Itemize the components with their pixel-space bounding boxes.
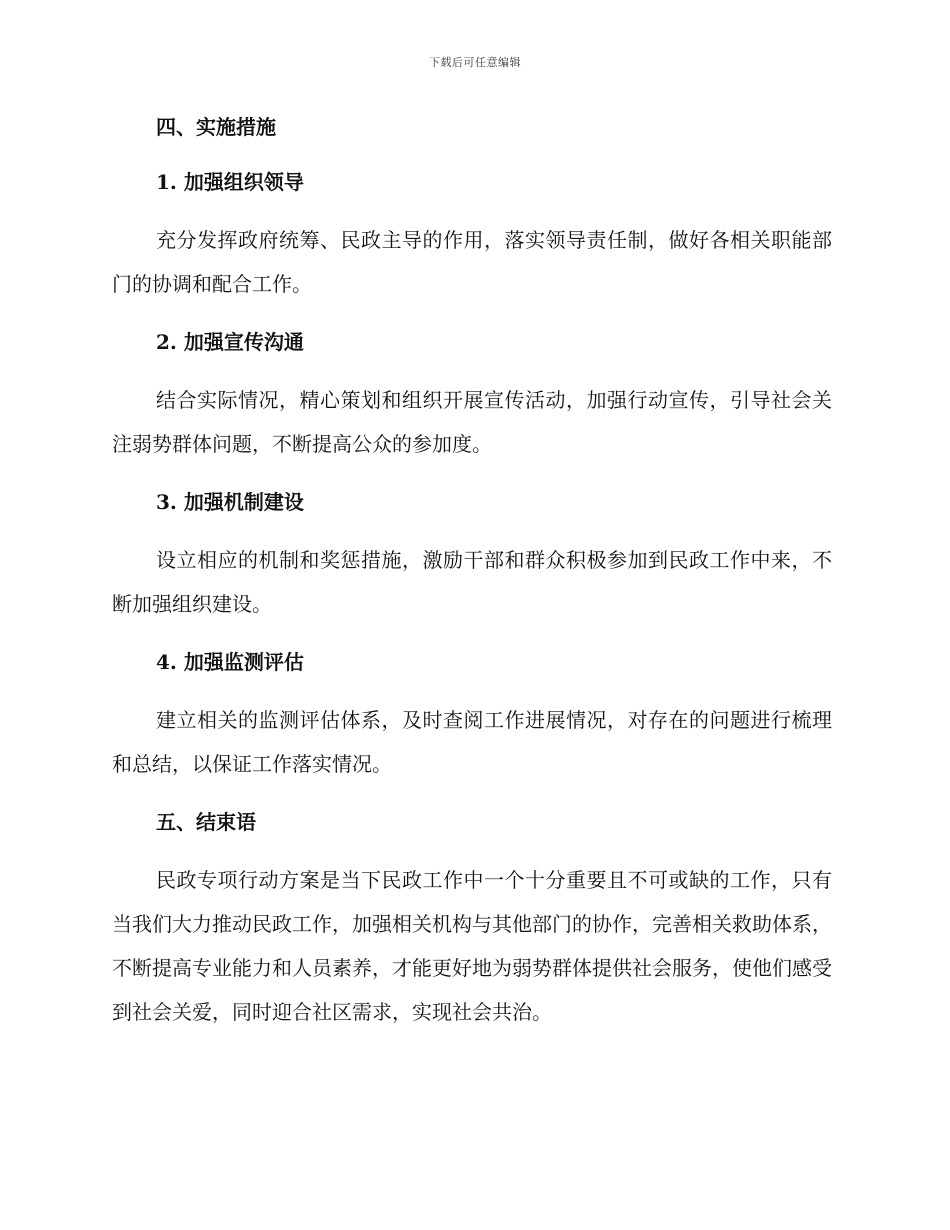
document-content xyxy=(112,108,832,1034)
page-header: 下载后可任意编辑 xyxy=(429,56,521,69)
section-heading-conclusion: 五、结束语 xyxy=(156,810,256,834)
paragraph-conclusion: 民政专项行动方案是当下民政工作中一个十分重要且不可或缺的工作，只有当我们大力推动民政工作，加强相关机构与其他部门的协作，完善相关救助体系，不断提高专业能力和人员素养，才能更好地为弱势群体提供社会服务，使他们感受到社会关爱，同时迎合社区需求，实现社会共治。 xyxy=(112,868,832,1024)
paragraph-monitoring: 建立相关的监测评估体系，及时查阅工作进展情况，对存在的问题进行梳理和总结，以保证工作落实情况。 xyxy=(112,708,832,776)
paragraph-publicity: 结合实际情况，精心策划和组织开展宣传活动，加强行动宣传，引导社会关注弱势群体问题，不断提高公众的参加度。 xyxy=(112,388,832,456)
sub-heading-organization: 1. 加强组织领导 xyxy=(156,170,304,194)
sub-heading-monitoring: 4. 加强监测评估 xyxy=(156,650,304,674)
paragraph-mechanism: 设立相应的机制和奖惩措施，激励干部和群众积极参加到民政工作中来，不断加强组织建设。 xyxy=(112,548,832,616)
sub-heading-publicity: 2. 加强宣传沟通 xyxy=(156,330,304,354)
section-heading-implementation: 四、实施措施 xyxy=(156,115,276,139)
paragraph-organization: 充分发挥政府统筹、民政主导的作用，落实领导责任制，做好各相关职能部门的协调和配合工作。 xyxy=(112,228,832,296)
sub-heading-mechanism: 3. 加强机制建设 xyxy=(156,490,304,514)
